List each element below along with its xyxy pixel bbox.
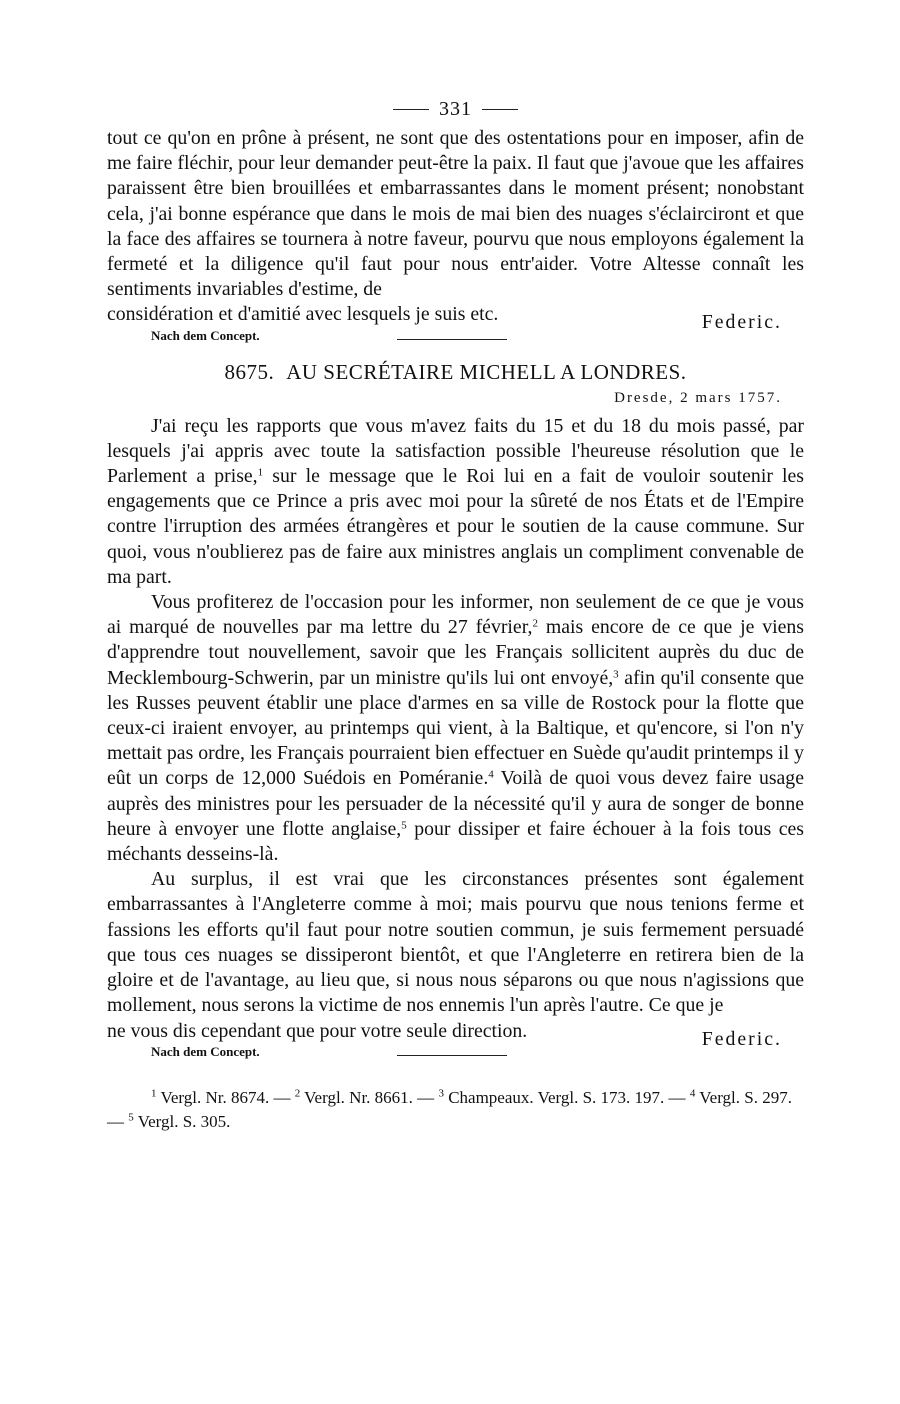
footnote-number: 4: [689, 1087, 696, 1100]
section-rule: [397, 1055, 507, 1056]
paragraph-text: Vous profiterez de l'occasion pour les informer, non seulement de ce que je vous ai marqué de nouvelles par ma lettre du 27 février,: [107, 591, 804, 639]
paragraph-text: sur le message que le Roi lui en a fait de vouloir soutenir les engagements que ce Prince a pris avec moi pour la sûreté de nos États et de l'Empire contre l'irruption des armées étrangères et pour le soutien de la cause commune. Sur quoi, vous n'oublierez pas de faire aux ministres anglais un compliment convenable de ma part.: [107, 465, 805, 588]
document-page: [107, 92, 804, 1134]
footnote-text: Vergl. Nr. 8661. —: [300, 1087, 439, 1107]
footnote-ref: 4: [488, 768, 494, 781]
letter-paragraph: tout ce qu'on en prône à présent, ne sont que des ostentations pour en imposer, afin de me faire fléchir, pour leur demander peut-être la paix. Il faut que j'avoue que les affaires paraissent être bien brouillées et embarrassantes dans le moment présent; nonobstant cela, j'ai bonne espérance que dans le mois de mai bien des nuages s'éclairciront et que la face des affaires se tournera à notre faveur, pourvu que nous employons également la fermeté et la diligence qu'il faut pour nous entr'aider. Votre Altesse connaît les sentiments invariables d'estime, de: [107, 127, 804, 301]
body-paragraph-2: [107, 590, 804, 867]
letter-heading: [107, 360, 804, 390]
running-header: [107, 92, 804, 126]
footnote-number: 5: [128, 1111, 134, 1124]
footnote-line: [107, 1086, 804, 1134]
footnote-number: 1: [151, 1087, 157, 1100]
source-note: Nach dem Concept.: [151, 327, 260, 343]
letter-title: AU SECRÉTAIRE MICHELL A LONDRES.: [286, 359, 687, 384]
closing-text: considération et d'amitié avec lesquels je suis etc.: [107, 303, 499, 326]
source-note-row: [107, 328, 804, 350]
header-dash-right: [482, 109, 518, 110]
source-note: Nach dem Concept.: [151, 1043, 260, 1059]
source-note-row: [107, 1044, 804, 1066]
body-paragraph-1: [107, 414, 804, 590]
footnotes: [107, 1086, 804, 1134]
letter-closing-line: [107, 1019, 804, 1050]
footnote-text: Vergl. S. 297. —: [107, 1087, 792, 1131]
footnote-number: 2: [294, 1087, 301, 1100]
footnote-ref: 3: [613, 668, 619, 681]
footnote-text: Champeaux. Vergl. S. 173. 197. —: [443, 1087, 690, 1107]
body-paragraph-3: Au surplus, il est vrai que les circonstances présentes sont également embarrassantes à l'Angleterre comme à moi; mais pourvu que nous tenions ferme et fassions les efforts qu'il faut pour notre soutien commun, je suis fermement persuadé que tous ces nuages se dissiperont bientôt, et que l'Angleterre en retirera bien de la gloire et de l'avantage, au lieu que, si nous nous séparons ou que nous n'agissions que mollement, nous serons la victime de nos ennemis l'un après l'autre. Ce que je: [107, 868, 804, 1017]
dateline: Dresde, 2 mars 1757.: [614, 389, 782, 406]
paragraph-text: afin qu'il consente que les Russes peuvent établir une place d'armes en sa ville de Rostock pour la flotte que ceux-ci iraient envoyer, au printemps qui vient, à la Baltique, et qu'encore, si l'on n'y mettait pas ordre, les Français pourraient bien effectuer en Suède qu'audit printemps il y eût un corps de 12,000 Suédois en Poméranie.: [107, 666, 804, 790]
page-number: 331: [439, 97, 472, 120]
letter-closing-line: [107, 302, 804, 334]
paragraph-text: mais encore de ce que je viens d'apprendre tout nouvellement, savoir que les Français sollicitent auprès du duc de Mecklembourg-Schwerin, par un ministre qu'ils lui ont envoyé,: [107, 616, 804, 689]
footnote-text: Vergl. S. 305.: [133, 1111, 231, 1131]
section-rule: [397, 339, 507, 340]
footnote-text: Vergl. Nr. 8674. —: [156, 1087, 295, 1107]
footnote-ref: 5: [401, 819, 407, 832]
signature: Federic.: [701, 1027, 782, 1050]
footnote-number: 3: [438, 1087, 444, 1100]
paragraph-text: Voilà de quoi vous devez faire usage auprès des ministres pour les persuader de la nécessité qu'il y aura de songer de bonne heure à envoyer une flotte anglaise,: [107, 767, 804, 840]
footnote-ref: 1: [257, 466, 264, 479]
paragraph-text: pour dissiper et faire échouer à la fois tous ces méchants desseins-là.: [107, 817, 804, 866]
closing-text: ne vous dis cependant que pour votre seule direction.: [107, 1019, 528, 1042]
paragraph-text: J'ai reçu les rapports que vous m'avez faits du 15 et du 18 du mois passé, par lesquels j'ai appris avec toute la satisfaction possible l'heureuse résolution que le Parlement a prise,: [107, 414, 804, 488]
footnote-ref: 2: [532, 617, 538, 630]
signature: Federic.: [701, 311, 782, 334]
letter-8674-end: [107, 126, 804, 350]
letter-8675-body: [107, 414, 804, 1066]
header-dash-left: [393, 109, 429, 110]
letter-number: 8675.: [224, 359, 275, 384]
